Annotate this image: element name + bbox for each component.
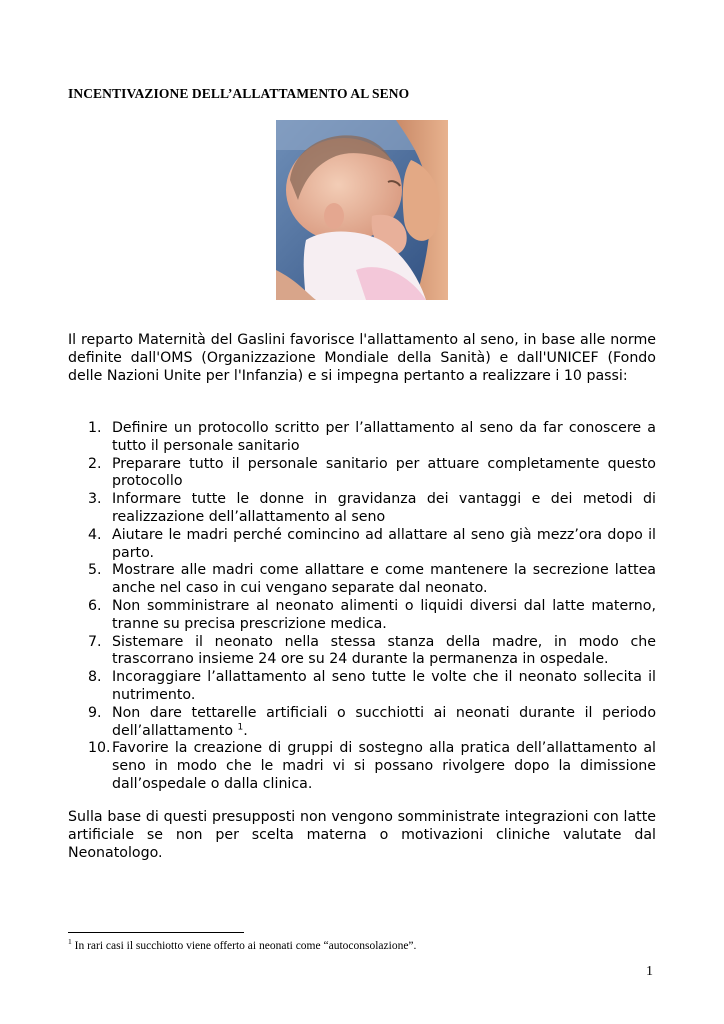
step-number: 10.	[88, 740, 111, 757]
closing-paragraph: Sulla base di questi presupposti non vengono somministrate integrazioni con latte artificiale se non per scelta materna o motivazioni cliniche valutate dal Neonatologo.	[68, 809, 656, 861]
step-number: 1.	[88, 420, 102, 436]
intro-paragraph: Il reparto Maternità del Gaslini favorisce l'allattamento al seno, in base alle norme definite dall'OMS (Organizzazione Mondiale della Sanità) e dall'UNICEF (Fondo delle Nazioni Unite per l'Infanzia) e si impegna pertanto a realizzare i 10 passi:	[68, 332, 656, 384]
step-text: Aiutare le madri perché comincino ad allattare al seno già mezz’ora dopo il parto.	[112, 526, 656, 561]
document-title: INCENTIVAZIONE DELL’ALLATTAMENTO AL SENO	[68, 86, 410, 101]
list-item	[68, 456, 656, 492]
step-text: Mostrare alle madri come allattare e come mantenere la secrezione lattea anche nel caso in cui vengano separate dal neonato.	[112, 562, 656, 597]
list-item	[68, 634, 656, 670]
list-item	[68, 598, 656, 634]
page-number: 1	[646, 964, 653, 979]
step-text: Non dare tettarelle artificiali o succhiotti ai neonati durante il periodo dell’allattamento	[112, 704, 656, 739]
step-text: Preparare tutto il personale sanitario per attuare completamente questo protocollo	[112, 455, 656, 490]
step-text: Favorire la creazione di gruppi di sostegno alla pratica dell’allattamento al seno in modo che le madri vi si possano rivolgere dopo la dimissione dall’ospedale o dalla clinica.	[112, 740, 656, 792]
footnote	[68, 937, 417, 952]
list-item	[68, 669, 656, 705]
step-number: 9.	[88, 704, 102, 721]
step-number: 5.	[88, 562, 102, 579]
list-item	[68, 705, 656, 741]
step-number: 8.	[88, 669, 102, 686]
step-number: 7.	[88, 633, 102, 650]
step-number: 3.	[88, 491, 102, 508]
step-text: Sistemare il neonato nella stessa stanza della madre, in modo che trascorrano insieme 24 ore su 24 durante la permanenza in ospedale.	[112, 633, 656, 668]
step-text: Informare tutte le donne in gravidanza dei vantaggi e dei metodi di realizzazione dell’allattamento al seno	[112, 491, 656, 525]
breastfeeding-photo	[276, 120, 448, 300]
list-item	[68, 527, 656, 563]
step-number: 4.	[88, 526, 102, 543]
list-item	[68, 491, 656, 527]
list-item	[68, 420, 656, 456]
step-number: 6.	[88, 597, 102, 614]
step-text: Incoraggiare l’allattamento al seno tutte le volte che il neonato sollecita il nutrimento.	[112, 669, 656, 703]
step-number: 2.	[88, 455, 102, 472]
list-item	[68, 562, 656, 598]
footnote-reference[interactable]: 1	[237, 721, 244, 732]
footnote-text: In rari casi il succhiotto viene offerto ai neonati come “autoconsolazione”.	[74, 940, 417, 952]
steps-list	[68, 420, 656, 794]
step-text: Definire un protocollo scritto per l’allattamento al seno da far conoscere a tutto il personale sanitario	[112, 420, 656, 454]
step-suffix: .	[243, 722, 248, 739]
footnote-marker: 1	[68, 937, 72, 947]
footnote-divider	[68, 932, 244, 933]
list-item	[68, 740, 656, 793]
step-text: Non somministrare al neonato alimenti o liquidi diversi dal latte materno, tranne su precisa prescrizione medica.	[112, 597, 656, 632]
